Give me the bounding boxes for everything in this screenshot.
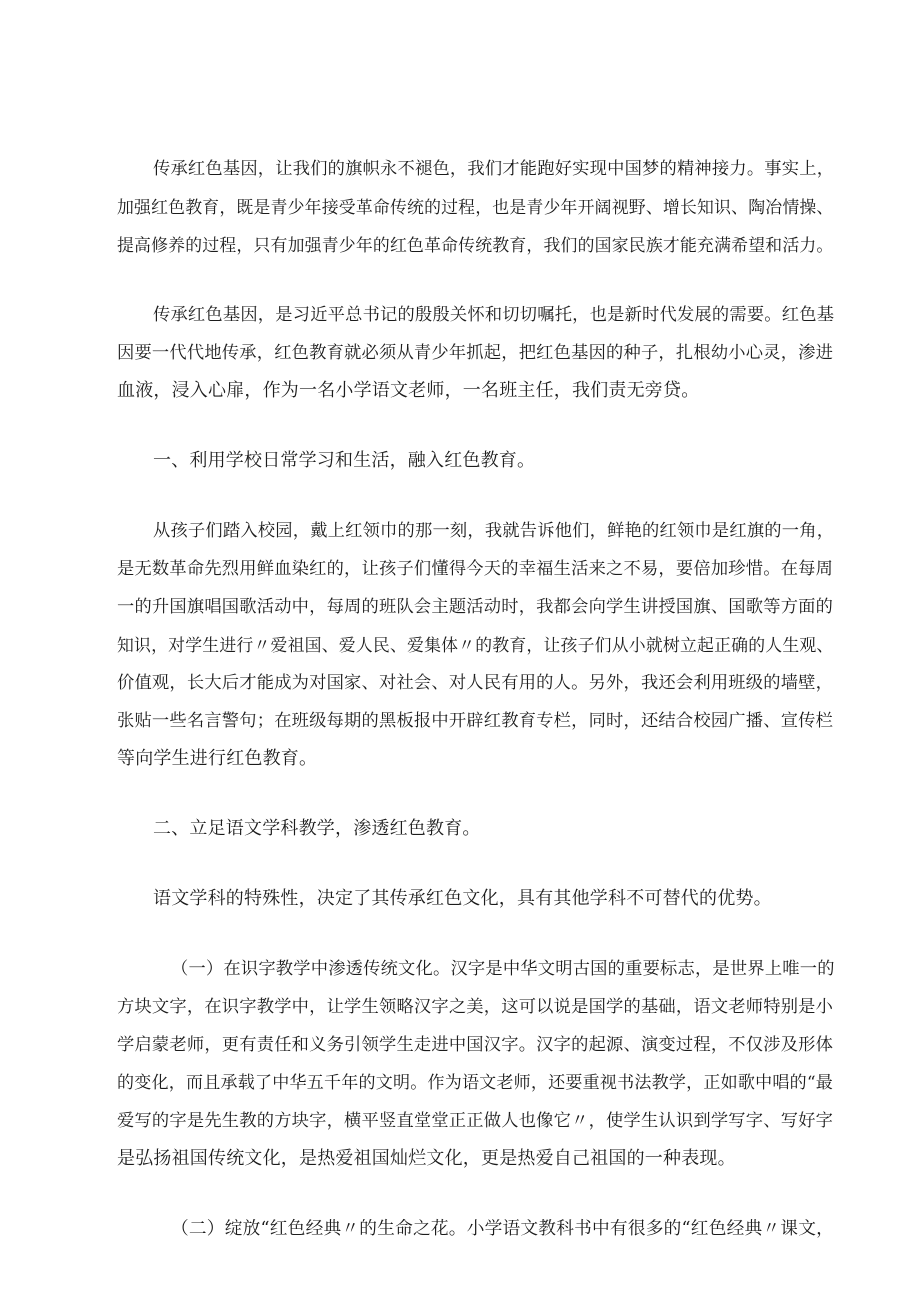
paragraph-chinese-subject	[117, 880, 837, 918]
subsection-red-classics	[117, 1210, 837, 1248]
text-line: 张贴一些名言警句；在班级每期的黑板报中开辟红教育专栏，同时，还结合校园广播、宣传栏	[117, 711, 834, 731]
heading-text: 一、利用学校日常学习和生活，融入红色教育。	[153, 450, 536, 471]
subsection-literacy	[117, 950, 837, 1178]
paragraph-school-life	[117, 512, 837, 778]
text-line: 是弘扬祖国传统文化，是热爱祖国灿烂文化，更是热爱自己祖国的一种表现。	[117, 1148, 736, 1169]
text-line: 是无数革命先烈用鲜血染红的，让孩子们懂得今天的幸福生活来之不易，要倍加珍惜。在每周	[117, 559, 834, 579]
section-heading-1	[117, 442, 837, 480]
section-heading-2	[117, 810, 837, 848]
text-line: 等向学生进行红色教育。	[117, 748, 318, 769]
text-line: 方块文字，在识字教学中，让学生领略汉字之美，这可以说是国学的基础，语文老师特别是小	[117, 997, 834, 1017]
text-line: 因要一代代地传承，红色教育就必须从青少年抓起，把红色基因的种子，扎根幼小心灵，渗进	[117, 343, 834, 363]
document-body	[117, 150, 837, 1248]
text-line: 加强红色教育，既是青少年接受革命传统的过程，也是青少年开阔视野、增长知识、陶冶情操、	[117, 197, 834, 217]
paragraph-red-gene-intro	[117, 150, 837, 264]
paragraph-inheritance	[117, 296, 837, 410]
text-line: 一的升国旗唱国歌活动中，每周的班队会主题活动时，我都会向学生讲授国旗、国歌等方面的	[117, 597, 834, 617]
text-line: 提高修养的过程，只有加强青少年的红色革命传统教育，我们的国家民族才能充满希望和活力。	[117, 235, 834, 255]
text-line: 语文学科的特殊性，决定了其传承红色文化，具有其他学科不可替代的优势。	[153, 888, 772, 909]
text-line: 传承红色基因，是习近平总书记的殷殷关怀和切切嘱托，也是新时代发展的需要。红色基	[153, 305, 835, 325]
text-line: 价值观，长大后才能成为对国家、对社会、对人民有用的人。另外，我还会利用班级的墙壁，	[117, 673, 834, 693]
text-line: 血液，浸入心扉，作为一名小学语文老师，一名班主任，我们责无旁贷。	[117, 380, 700, 401]
text-line: （一）在识字教学中渗透传统文化。汉字是中华文明古国的重要标志，是世界上唯一的	[171, 959, 835, 979]
text-line: （二）绽放“红色经典〃的生命之花。小学语文教科书中有很多的“红色经典〃课文，	[171, 1219, 835, 1239]
text-line: 的变化，而且承载了中华五千年的文明。作为语文老师，还要重视书法教学，正如歌中唱的“最	[117, 1073, 834, 1093]
text-line: 从孩子们踏入校园，戴上红领巾的那一刻，我就告诉他们，鲜艳的红领巾是红旗的一角，	[153, 521, 835, 541]
text-line: 爱写的字是先生教的方块字，横平竖直堂堂正正做人也像它〃，使学生认识到学写字、写好字	[117, 1111, 834, 1131]
heading-text: 二、立足语文学科教学，渗透红色教育。	[153, 818, 481, 839]
text-line: 传承红色基因，让我们的旗帜永不褪色，我们才能跑好实现中国梦的精神接力。事实上，	[153, 159, 835, 179]
text-line: 学启蒙老师，更有责任和义务引领学生走进中国汉字。汉字的起源、演变过程，不仅涉及形体	[117, 1035, 834, 1055]
text-line: 知识，对学生进行〃爱祖国、爱人民、爱集体〃的教育，让孩子们从小就树立起正确的人生观、	[117, 635, 834, 655]
